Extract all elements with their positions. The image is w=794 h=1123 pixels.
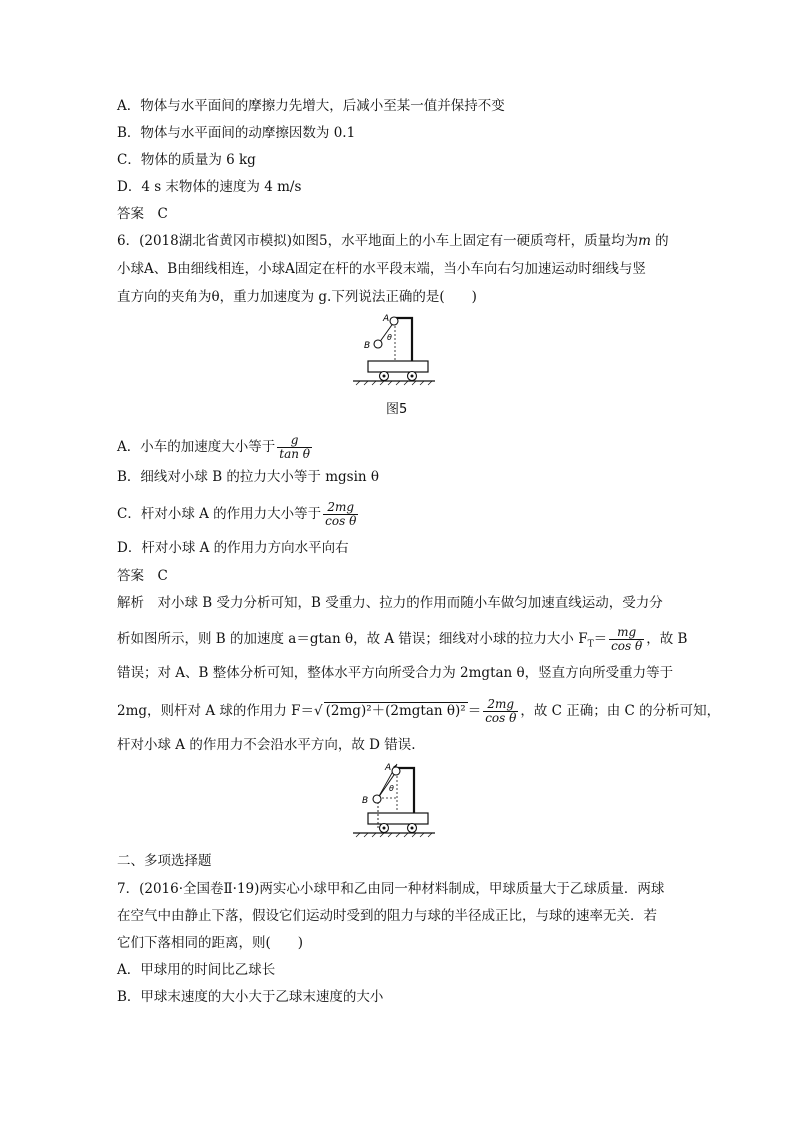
q6-option-a <box>117 434 314 461</box>
analysis-line-1: 解析 对小球 B 受力分析可知，B 受重力、拉力的作用而随小车做匀加速直线运动，受力分 <box>117 595 663 611</box>
q7-stem-line2: 在空气中由静止下落，假设它们运动时受到的阻力与球的半径成正比，与球的速率无关．若 <box>117 908 657 924</box>
analysis-line-2-equals: ＝ <box>593 631 608 647</box>
q6-stem-line1 <box>117 231 669 251</box>
label-a: A <box>383 314 390 324</box>
analysis-line-4-end: ，故 C 正确；由 C 的分析可知， <box>520 703 721 719</box>
q6-option-a-fraction <box>277 434 312 461</box>
cart-body <box>368 813 428 824</box>
fraction-denominator: cos θ <box>485 711 517 725</box>
fraction-numerator: 2mg <box>323 501 358 515</box>
sqrt-sign: √ <box>314 703 323 719</box>
fraction-numerator: g <box>277 434 312 448</box>
q5-option-c: C．物体的质量为 6 kg <box>117 152 256 168</box>
q6-stem-line3: 直方向的夹角为θ，重力加速度为 g.下列说法正确的是( ) <box>117 289 477 305</box>
sqrt-radicand: (2mg)²＋(2mgtan θ)² <box>325 703 466 719</box>
cart-body <box>368 361 428 372</box>
q6-option-a-text: A．小车的加速度大小等于 <box>117 439 276 455</box>
q6-stem-m: m <box>638 233 651 249</box>
fraction-denominator: tan θ <box>279 447 310 461</box>
q6-stem-line2: 小球A、B由细线相连，小球A固定在杆的水平段末端，当小车向右匀加速运动时细线与竖 <box>117 261 646 277</box>
analysis-line-4-equals: ＝ <box>467 703 482 719</box>
analysis-line-4 <box>117 698 720 725</box>
analysis-line-2-subscript: T <box>587 639 594 650</box>
label-b: B <box>364 341 371 351</box>
figure-5-cart-diagram <box>350 310 440 386</box>
ball-b <box>374 340 382 348</box>
analysis-line-2-text: 析如图所示，则 B 的加速度 a＝gtan θ，故 A 错误；细线对小球的拉力大小 F <box>117 631 588 647</box>
q7-option-b: B．甲球末速度的大小大于乙球末速度的大小 <box>117 989 384 1005</box>
q6-option-c-text: C．杆对小球 A 的作用力大小等于 <box>117 506 322 522</box>
ball-a <box>392 767 400 775</box>
fraction-denominator: cos θ <box>325 514 357 528</box>
figure-5-caption: 图5 <box>386 402 408 417</box>
analysis-line-2-fraction <box>609 626 644 653</box>
q6-option-c-fraction <box>323 501 358 528</box>
ball-b <box>373 795 381 803</box>
q6-answer: 答案 C <box>117 568 168 584</box>
q6-stem-line1-end: 的 <box>650 233 669 249</box>
bent-rod <box>397 768 414 813</box>
section-2-title: 二、多项选择题 <box>117 853 212 869</box>
fraction-numerator: mg <box>609 626 644 640</box>
q7-stem-line3: 它们下落相同的距离，则( ) <box>117 935 304 951</box>
analysis-line-5: 杆对小球 A 的作用力不会沿水平方向，故 D 错误. <box>117 737 416 753</box>
q7-stem-line1: 7．(2016·全国卷Ⅱ·19)两实心小球甲和乙由同一种材料制成，甲球质量大于乙球质量．两球 <box>117 881 665 897</box>
label-theta: θ <box>387 333 392 342</box>
analysis-line-3: 错误；对 A、B 整体分析可知，整体水平方向所受合力为 2mgtan θ，竖直方向所受重力等于 <box>117 665 674 681</box>
label-theta: θ <box>389 784 394 793</box>
ball-a <box>390 317 398 325</box>
fraction-denominator: cos θ <box>611 639 643 653</box>
ground-hatch <box>356 381 432 385</box>
q5-option-b: B．物体与水平面间的动摩擦因数为 0.1 <box>117 125 356 141</box>
q7-option-a: A．甲球用的时间比乙球长 <box>117 962 276 978</box>
label-b: B <box>362 796 369 806</box>
q6-stem-line1-text: 6．(2018湖北省黄冈市模拟)如图5，水平地面上的小车上固定有一硬质弯杆，质量均为 <box>117 233 639 249</box>
q6-option-d: D．杆对小球 A 的作用力方向水平向右 <box>117 540 349 556</box>
analysis-line-2 <box>117 626 687 655</box>
q6-option-b: B．细线对小球 B 的拉力大小等于 mgsin θ <box>117 469 380 485</box>
analysis-line-2-end: ，故 B <box>646 631 688 647</box>
q5-option-a: A．物体与水平面间的摩擦力先增大，后减小至某一值并保持不变 <box>117 98 505 114</box>
q5-answer: 答案 C <box>117 206 168 222</box>
force-analysis-diagram <box>350 758 440 838</box>
label-a: A <box>385 763 392 773</box>
analysis-line-4-fraction <box>483 698 518 725</box>
q5-option-d: D．4 s 末物体的速度为 4 m/s <box>117 179 302 195</box>
analysis-line-4-text: 2mg，则杆对 A 球的作用力 F＝ <box>117 703 315 719</box>
q6-option-c <box>117 501 360 528</box>
bent-rod <box>395 318 412 361</box>
fraction-numerator: 2mg <box>483 698 518 712</box>
